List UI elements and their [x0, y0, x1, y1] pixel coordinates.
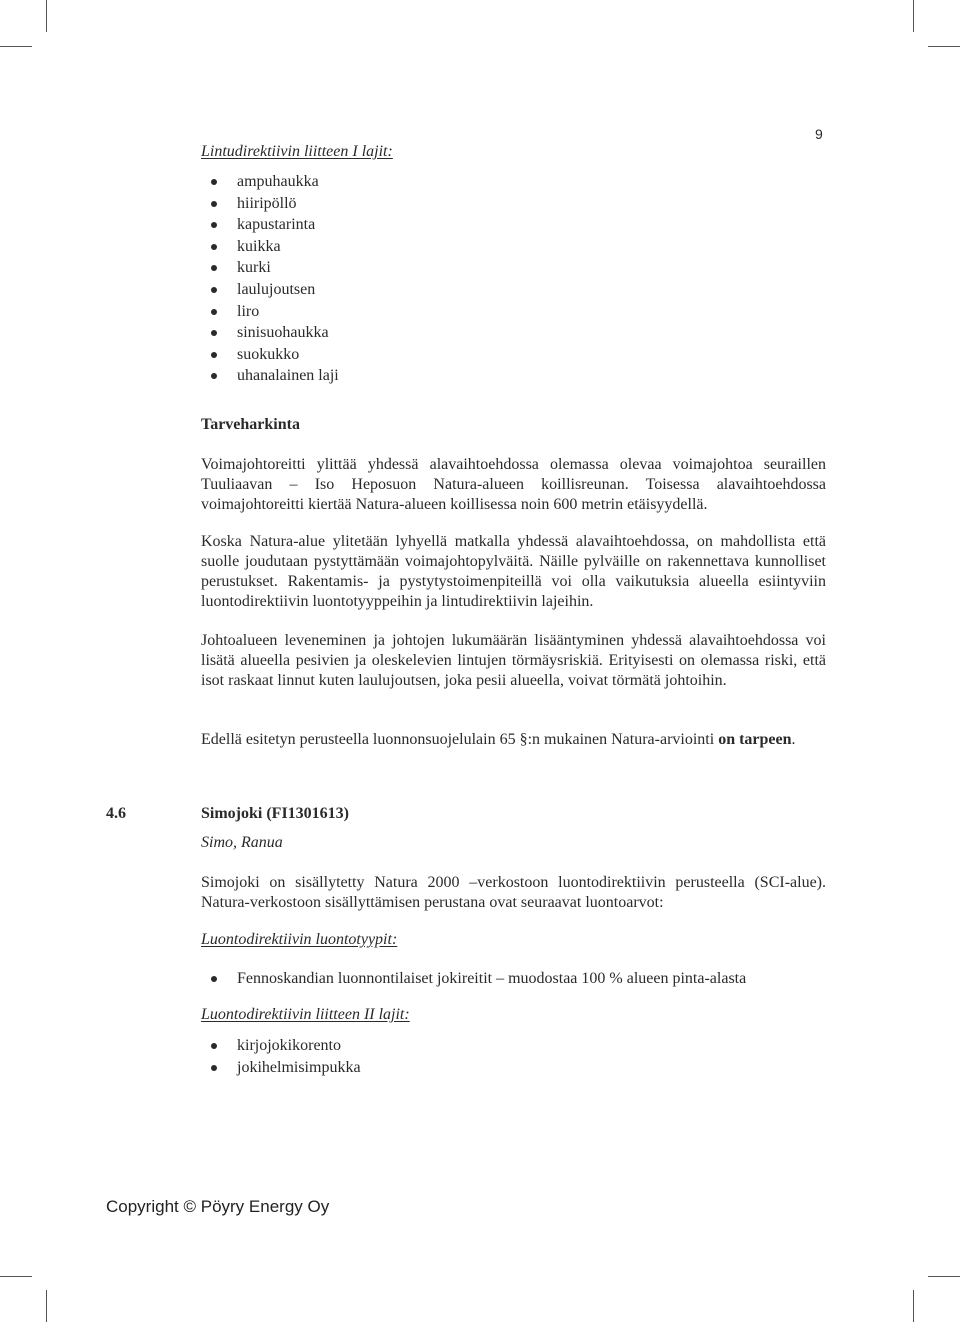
section-intro: Simojoki on sisällytetty Natura 2000 –verkostoon luontodirektiivin perusteella (SCI-alue). Natura-verkostoon sisällyttämisen perustana ovat seuraavat luontoarvot:: [201, 874, 826, 911]
list-item: kuikka: [201, 236, 801, 258]
assessment-heading: Tarveharkinta: [201, 416, 300, 433]
assessment-conclusion: [201, 730, 826, 750]
birds-species-list: [201, 171, 801, 387]
assessment-paragraph-3: Johtoalueen leveneminen ja johtojen lukumäärän lisääntyminen yhdessä alavaihtoehdossa voi lisätä alueella pesivien ja oleskelevien lintujen törmäysriskiä. Erityisesti on olemassa riski, että isot raskaat linnut kuten laulujoutsen, joka pesii alueella, voivat törmätä johtoihin.: [201, 632, 826, 689]
list-item: jokihelmisimpukka: [201, 1057, 801, 1079]
list-item: uhanalainen laji: [201, 365, 801, 387]
birds-directive-heading: Lintudirektiivin liitteen I lajit:: [201, 143, 393, 160]
crop-mark: [0, 1276, 32, 1277]
list-item: sinisuohaukka: [201, 322, 801, 344]
list-item: kapustarinta: [201, 214, 801, 236]
crop-mark: [46, 0, 47, 32]
list-item: liro: [201, 301, 801, 323]
list-item: ampuhaukka: [201, 171, 801, 193]
crop-mark: [46, 1290, 47, 1322]
annex-ii-species-heading: Luontodirektiivin liitteen II lajit:: [201, 1006, 410, 1023]
list-item: Fennoskandian luonnontilaiset jokireitit – muodostaa 100 % alueen pinta-alasta: [201, 968, 841, 990]
crop-mark: [913, 1290, 914, 1322]
list-item: laulujoutsen: [201, 279, 801, 301]
conclusion-text: Edellä esitetyn perusteella luonnonsuojelulain 65 §:n mukainen Natura-arviointi: [201, 731, 719, 748]
conclusion-bold: on tarpeen: [718, 731, 792, 748]
section-subtitle: Simo, Ranua: [201, 834, 283, 851]
crop-mark: [928, 46, 960, 47]
crop-mark: [928, 1276, 960, 1277]
page-number: 9: [815, 126, 823, 142]
list-item: kirjojokikorento: [201, 1035, 801, 1057]
crop-mark: [0, 46, 32, 47]
list-item: suokukko: [201, 344, 801, 366]
list-item: hiiripöllö: [201, 193, 801, 215]
crop-mark: [913, 0, 914, 32]
habitat-types-heading: Luontodirektiivin luontotyypit:: [201, 931, 398, 948]
conclusion-end: .: [791, 731, 796, 748]
annex-ii-species-list: [201, 1035, 801, 1078]
list-item: kurki: [201, 257, 801, 279]
section-title: Simojoki (FI1301613): [201, 805, 349, 822]
assessment-paragraph-1: Voimajohtoreitti ylittää yhdessä alavaihtoehdossa olemassa olevaa voimajohtoa seuraillen Tuuliaavan – Iso Heposuon Natura-alueen koillisreunan. Toisessa alavaihtoehdossa voimajohtoreitti kiertää Natura-alueen koillisessa noin 600 metrin etäisyydellä.: [201, 456, 826, 513]
section-number: 4.6: [106, 805, 126, 822]
habitat-types-list: [201, 968, 841, 990]
copyright-notice: Copyright © Pöyry Energy Oy: [106, 1197, 330, 1216]
assessment-paragraph-2: Koska Natura-alue ylitetään lyhyellä matkalla yhdessä alavaihtoehdossa, on mahdollista että suolle joudutaan pystyttämään voimajohtopylväitä. Näille pylväille on rakennettava kunnolliset perustukset. Rakentamis- ja pystytystoimenpiteillä voi olla vaikutuksia alueella esiintyviin luontodirektiivin luontotyyppeihin ja lintudirektiivin lajeihin.: [201, 533, 826, 610]
